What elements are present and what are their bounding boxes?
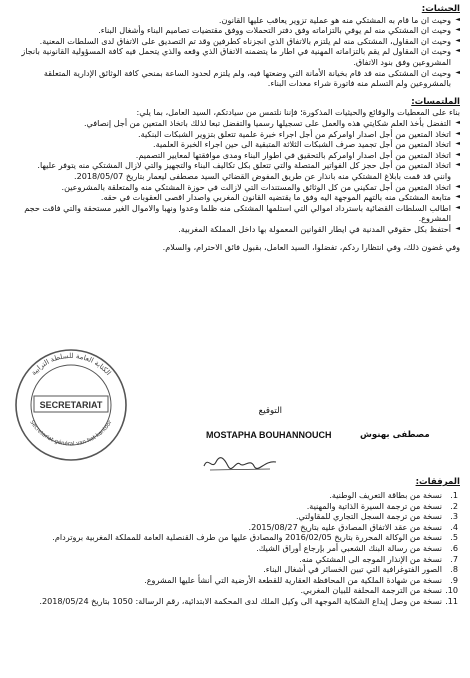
attachments-heading: المرفقات:: [415, 477, 460, 487]
list-item: ◄ التفضل بأخذ العلم شكايتي هذه والعمل على تسجيلها رسميا والتفضل تبعا لذلك باتخاذ المتعين من أجل إنصافي.: [18, 118, 460, 129]
attachments-list: [18, 490, 460, 607]
considerations-heading: الحيثيات:: [421, 4, 460, 14]
list-item: ◄ اتخاذ المتعين من أجل اصدار اوامركم من أجل اجراء خبرة علمية تتعلق بتزوير الشبكات البنكية.: [18, 129, 460, 140]
signature-label: التوقيع: [258, 406, 282, 416]
considerations-list: [18, 15, 460, 89]
stamp-middle-text: SECRETARIAT: [39, 400, 103, 410]
list-item: نسخة من شهادة الملكية من المحافظة العقارية للقطعة الأرضية التي أنشأ عليها المشروع.: [144, 574, 442, 585]
list-item: نسخة من وصل إيداع الشكاية الموجهة الى وكيل الملك لدى المحكمة الابتدائية، رقم الرسالة: 1050 بتاريخ 2018/05/24.: [39, 595, 442, 606]
list-item: ◄ وحيث ان المقاول لم يقم بالتزاماته المهنية في اطار ما يتضمنه الاتفاق الذي وقعه والذي يتحمل فيه كافة المسؤولية القانونية بانجاز المشروعين وفق بنود الاتفاق.: [18, 46, 460, 67]
stamp-top-text: الكتابة العامة للسلطة الترابية: [29, 351, 113, 377]
list-item: ◄ وحيث ان المشتكي منه لم يوفي بالتزاماته وفق دفتر التحملات ووفق مقتضيات تصاميم البناء وأشغال البناء.: [18, 25, 460, 36]
list-item: الصور الفتوغرافية التي تبين الخسائر في أشغال البناء.: [263, 564, 442, 575]
signer-name-arabic: مصطفى بهنوش: [360, 430, 430, 440]
requests-heading: الملتمسات:: [411, 96, 460, 107]
list-item: ◄ اطالب السلطات القضائية باسترداد اموالي التي استلمها المشتكى منه ظلما وعدوا ونهبا والاموال الغير مستحقة والتي فاقت حجم المشروع.: [18, 203, 460, 224]
list-item: نسخة من ترجمة السيرة الذاتية والمهنية.: [306, 500, 442, 511]
list-item: ◄ أحتفظ بكل حقوقي المدنية في ايطار القوانين المعمولة بها داخل المملكة المغربية.: [18, 224, 460, 235]
signer-name-latin: MOSTAPHA BOUHANNOUCH: [206, 430, 332, 440]
list-item: ◄ اتخاذ المتعين من أجل اصدار اوامركم بالتحقيق في اطوار البناء ومدى موافقتها لمعايير التصميم.: [18, 150, 460, 161]
requests-intro: بناء على المعطيات والوقائع والحيثيات المذكورة؛ فإننا نلتمس من سيادتكم، السيد العامل، بما يلي:: [136, 107, 460, 118]
official-stamp: [12, 346, 130, 464]
list-item: نسخة من الترجمة المحلفة للبيان المغربي.: [300, 585, 442, 596]
list-item: نسخة من رسالة البنك الشعبي أمر بإرجاع أوراق الشيك.: [256, 542, 442, 553]
list-item: ◄ اتخاذ المتعين من أجل تجميد صرف الشبكات الثلاثة المتبقية الى حين اجراء الخبرة العلمية.: [18, 139, 460, 150]
stamp-bottom-text: Secretariat général van het kantoor: [28, 419, 114, 448]
handwritten-signature: [200, 452, 280, 474]
list-item: نسخة من عقد الاتفاق المصادق عليه بتاريخ 2015/08/27.: [248, 521, 442, 532]
list-item: ◄ متابعة المشتكى منه بالتهم الموجهة اليه وفق ما يقتضيه القانون المغربي واصدار اقصى العقوبات في حقه.: [18, 192, 460, 203]
list-item: ◄ اتخاذ المتعين من أجل تمكيني من كل الوثائق والمستندات التي لازالت في حوزة المشتكي منه والمتعلقة بالمشروعين.: [18, 182, 460, 193]
list-item: نسخة من الوكالة المحررة بتاريخ 2016/02/05 والمصادق عليها من طرف القنصلية العامة للمملكة المغربية بروتردام.: [52, 532, 442, 543]
svg-text:الكتابة العامة للسلطة الترابية: [30, 352, 113, 377]
closing-text: وفي غضون ذلك، وفي انتظارا ردكم، تفضلوا، السيد العامل، بقبول فائق الاحترام، والسلام.: [162, 242, 460, 253]
requests-list: [18, 118, 460, 235]
list-item: نسخة من بطاقة التعريف الوطنية.: [329, 490, 442, 500]
list-item: نسخة من ترجمة السجل التجاري للمقاولتي.: [295, 511, 442, 522]
attachments-section: [18, 490, 460, 607]
list-item: نسخة من الإنذار الموجه الى المشتكي منه.: [299, 553, 442, 564]
list-item: ◄ وحيث ان المقاول، المشتكى منه لم يلتزم بالاتفاق الذي انجزناه كطرفين وقد تم التصديق على الاتفاق لدى السلطات المعنية.: [18, 36, 460, 47]
list-item: ◄ اتخاذ المتعين من أجل حجز كل الفواتير المتصلة والتي تتعلق بكل تكاليف البناء والتجهيز والتي لازال المشتكي منه يتوفر عليها. وانني قد قمت بابلاغ المشتكي منه بانذار عن طريق المفوض القضائي السيد مصطفى ليعمار بتاريخ 2018/05/07.: [18, 160, 460, 181]
list-item: ◄ وحيث ان المشتكى منه قد قام بخيانة الأمانة التي وضعتها فيه، ولم يلتزم لحدود الساعة بمنحي كافة الوثائق الإدارية المتعلقة بالمشروعين ولم التسلم منه فاتورة شراء معدات البناء.: [18, 68, 460, 89]
svg-text:Secretariat général van het ka: [28, 419, 113, 447]
list-item: ◄ وحيث ان ما قام به المشتكي منه هو عملية تزوير يعاقب عليها القانون.: [18, 15, 460, 26]
